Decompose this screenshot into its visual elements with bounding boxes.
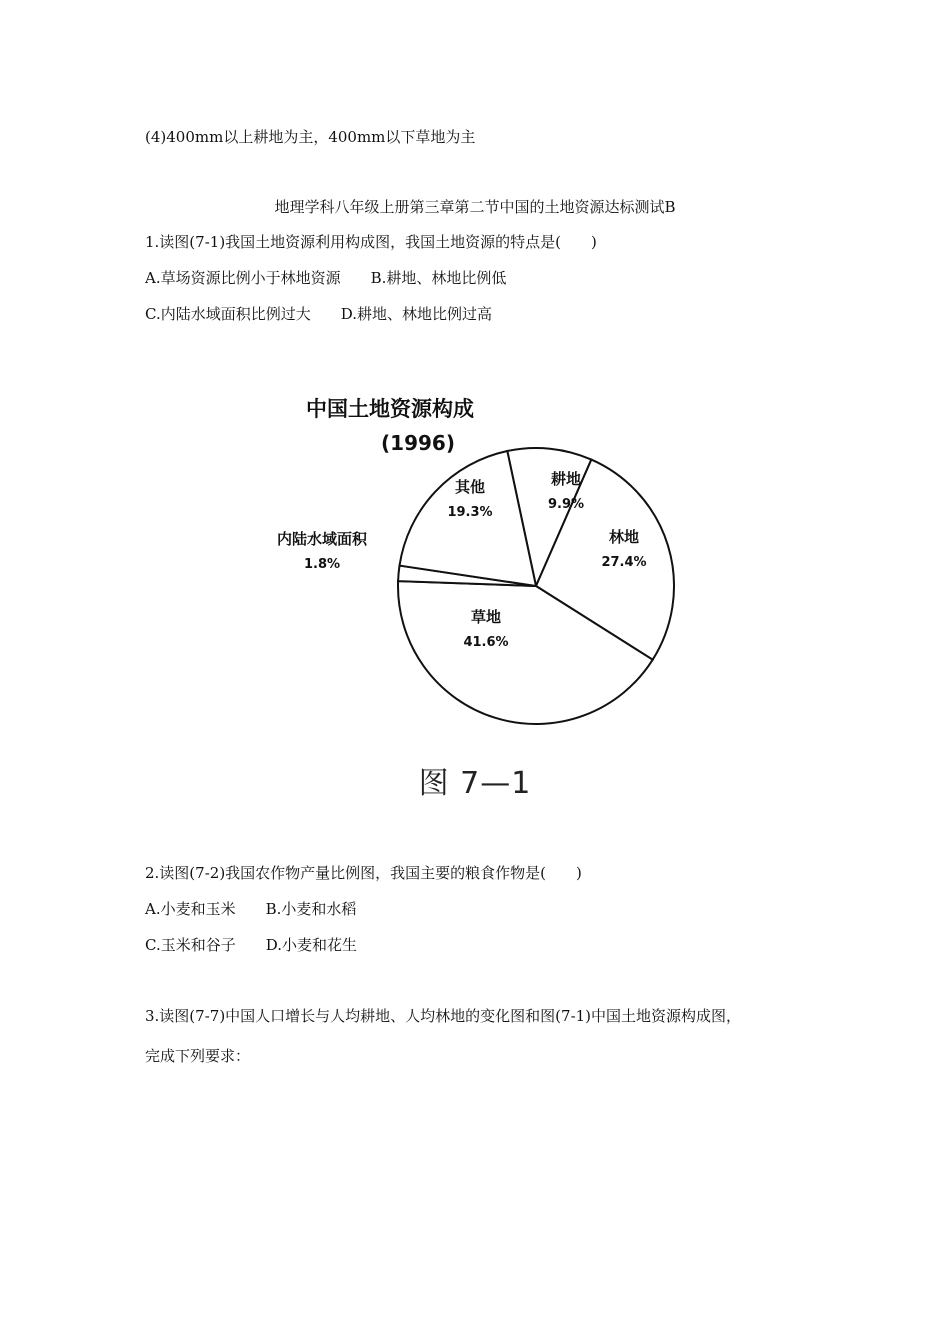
question-2-options-ab: A.小麦和玉米 B.小麦和水稻 bbox=[145, 900, 357, 918]
chart-title: 中国土地资源构成 bbox=[306, 397, 474, 421]
slice-label-3: 内陆水域面积 bbox=[276, 530, 368, 548]
slice-label-4: 其他 bbox=[454, 478, 486, 496]
question-1-options-cd: C.内陆水域面积比例过大 D.耕地、林地比例过高 bbox=[145, 305, 492, 323]
slice-value-2: 41.6% bbox=[463, 635, 509, 650]
slice-label-1: 林地 bbox=[608, 528, 640, 546]
figure-label: 图 7—1 bbox=[418, 766, 532, 801]
question-3-stem: 3.读图(7-7)中国人口增长与人均耕地、人均林地的变化图和图(7-1)中国土地资源构成图， bbox=[145, 1007, 742, 1025]
question-2-options-cd: C.玉米和谷子 D.小麦和花生 bbox=[145, 936, 357, 954]
land-resource-pie-chart bbox=[250, 380, 700, 750]
test-title: 地理学科八年级上册第三章第二节中国的土地资源达标测试B bbox=[274, 198, 676, 216]
chart-subtitle: (1996) bbox=[381, 431, 455, 455]
slice-label-0: 耕地 bbox=[550, 470, 582, 488]
pie-slices bbox=[398, 448, 674, 724]
question-1-stem: 1.读图(7-1)我国土地资源利用构成图，我国土地资源的特点是( ) bbox=[145, 233, 597, 251]
question-1-options-ab: A.草场资源比例小于林地资源 B.耕地、林地比例低 bbox=[145, 269, 507, 287]
previous-answer-line: (4)400mm以上耕地为主，400mm以下草地为主 bbox=[145, 128, 476, 146]
slice-label-2: 草地 bbox=[470, 608, 502, 626]
slice-value-4: 19.3% bbox=[447, 505, 493, 520]
slice-value-3: 1.8% bbox=[303, 557, 341, 572]
question-3-stem-continued: 完成下列要求： bbox=[145, 1047, 251, 1065]
question-2-stem: 2.读图(7-2)我国农作物产量比例图，我国主要的粮食作物是( ) bbox=[145, 864, 582, 882]
slice-value-0: 9.9% bbox=[547, 497, 585, 512]
slice-value-1: 27.4% bbox=[601, 555, 647, 570]
